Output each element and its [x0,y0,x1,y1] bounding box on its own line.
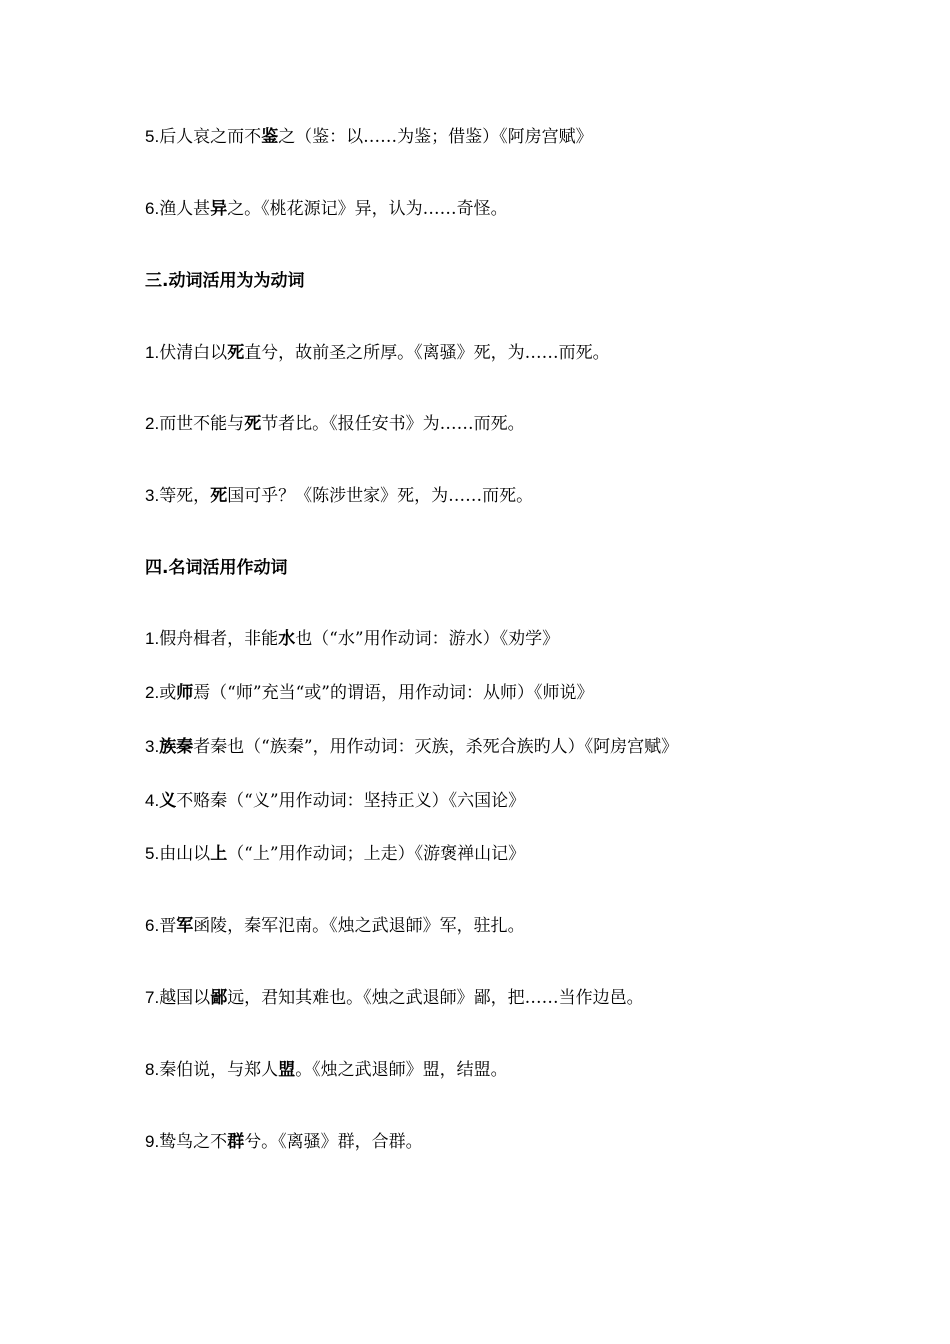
text-line: 3.等死，死国可乎？《陈涉世家》死，为……而死。 [145,486,534,506]
section-heading: 四.名词活用作动词 [145,558,288,578]
text-line: 6.渔人甚异之。《桃花源记》异，认为……奇怪。 [145,199,508,219]
text-line: 3.族秦者秦也（“族秦”，用作动词：灭族，杀死合族旳人）《阿房宫赋》 [145,737,679,757]
text-line: 2.而世不能与死节者比。《报任安书》为……而死。 [145,414,525,434]
text-line: 7.越国以鄙远，君知其难也。《烛之武退師》鄙，把……当作边邑。 [145,988,644,1008]
text-line: 4.义不赂秦（“义”用作动词：坚持正义）《六国论》 [145,791,526,811]
text-line: 1.假舟楫者，非能水也（“水”用作动词：游水）《劝学》 [145,629,560,649]
text-line: 5.后人哀之而不鉴之（鉴：以……为鉴；借鉴）《阿房宫赋》 [145,127,593,147]
text-line: 9.鸷鸟之不群兮。《离骚》群，合群。 [145,1132,423,1152]
text-line: 2.或师焉（“师”充当“或”的谓语，用作动词：从师）《师说》 [145,683,594,703]
text-line: 6.晋军函陵，秦军氾南。《烛之武退師》军，驻扎。 [145,916,525,936]
text-line: 8.秦伯说，与郑人盟。《烛之武退師》盟，结盟。 [145,1060,508,1080]
section-heading: 三.动词活用为为动词 [145,271,305,291]
text-line: 1.伏清白以死直兮，故前圣之所厚。《离骚》死，为……而死。 [145,343,610,363]
text-line: 5.由山以上（“上”用作动词；上走）《游褒禅山记》 [145,844,526,864]
